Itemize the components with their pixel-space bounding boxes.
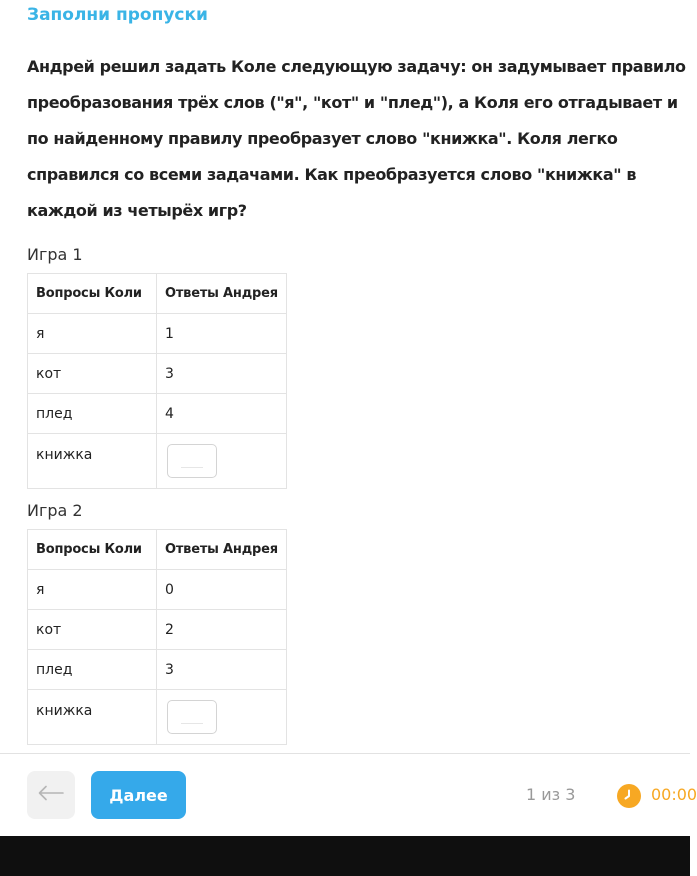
question-text: Андрей решил задать Коле следующую задачу: он задумывает правило преобразования трёх слов ("я", "кот" и "плед"), а Коля его отгадывает и по найденному правилу преобразует слово "книжка". Коля легко справился со всеми задачами. Как преобразуется слово "книжка" в каждой из четырёх игр? [27, 57, 686, 220]
answer-input-cell [157, 690, 287, 745]
game-1-label: Игра 1 [27, 245, 83, 264]
table-row [28, 354, 287, 394]
game-2-label: Игра 2 [27, 501, 83, 520]
answer-cell: 0 [157, 570, 287, 610]
table-header-row [28, 530, 287, 570]
table-row [28, 314, 287, 354]
answer-cell: 1 [157, 314, 287, 354]
footer-bar [0, 753, 697, 837]
arrow-left-icon [38, 785, 64, 805]
page-counter: 1 из 3 [526, 785, 576, 804]
question-cell: книжка [28, 690, 157, 745]
question-cell: я [28, 314, 157, 354]
question-cell: кот [28, 610, 157, 650]
table-row [28, 570, 287, 610]
header-answers: Ответы Андрея [157, 530, 287, 570]
game-2-table [27, 529, 287, 745]
table-row-answer [28, 434, 287, 489]
clock-icon [617, 784, 641, 808]
table-row [28, 394, 287, 434]
answer-cell: 3 [157, 354, 287, 394]
answer-cell: 3 [157, 650, 287, 690]
answer-input-cell [157, 434, 287, 489]
game-2-answer-input[interactable] [167, 700, 217, 734]
next-button[interactable]: Далее [91, 771, 186, 819]
header-questions: Вопросы Коли [28, 274, 157, 314]
table-row-answer [28, 690, 287, 745]
question-cell: плед [28, 394, 157, 434]
game-1-answer-input[interactable] [167, 444, 217, 478]
table-header-row [28, 274, 287, 314]
answer-cell: 2 [157, 610, 287, 650]
task-title: Заполни пропуски [27, 5, 208, 25]
question-cell: кот [28, 354, 157, 394]
answer-cell: 4 [157, 394, 287, 434]
header-answers: Ответы Андрея [157, 274, 287, 314]
table-row [28, 650, 287, 690]
timer: 00:00 [651, 785, 697, 804]
question-cell: я [28, 570, 157, 610]
bottom-dark-bar [0, 836, 690, 876]
game-1-table [27, 273, 287, 489]
table-row [28, 610, 287, 650]
question-cell: книжка [28, 434, 157, 489]
header-questions: Вопросы Коли [28, 530, 157, 570]
question-cell: плед [28, 650, 157, 690]
back-button[interactable] [27, 771, 75, 819]
